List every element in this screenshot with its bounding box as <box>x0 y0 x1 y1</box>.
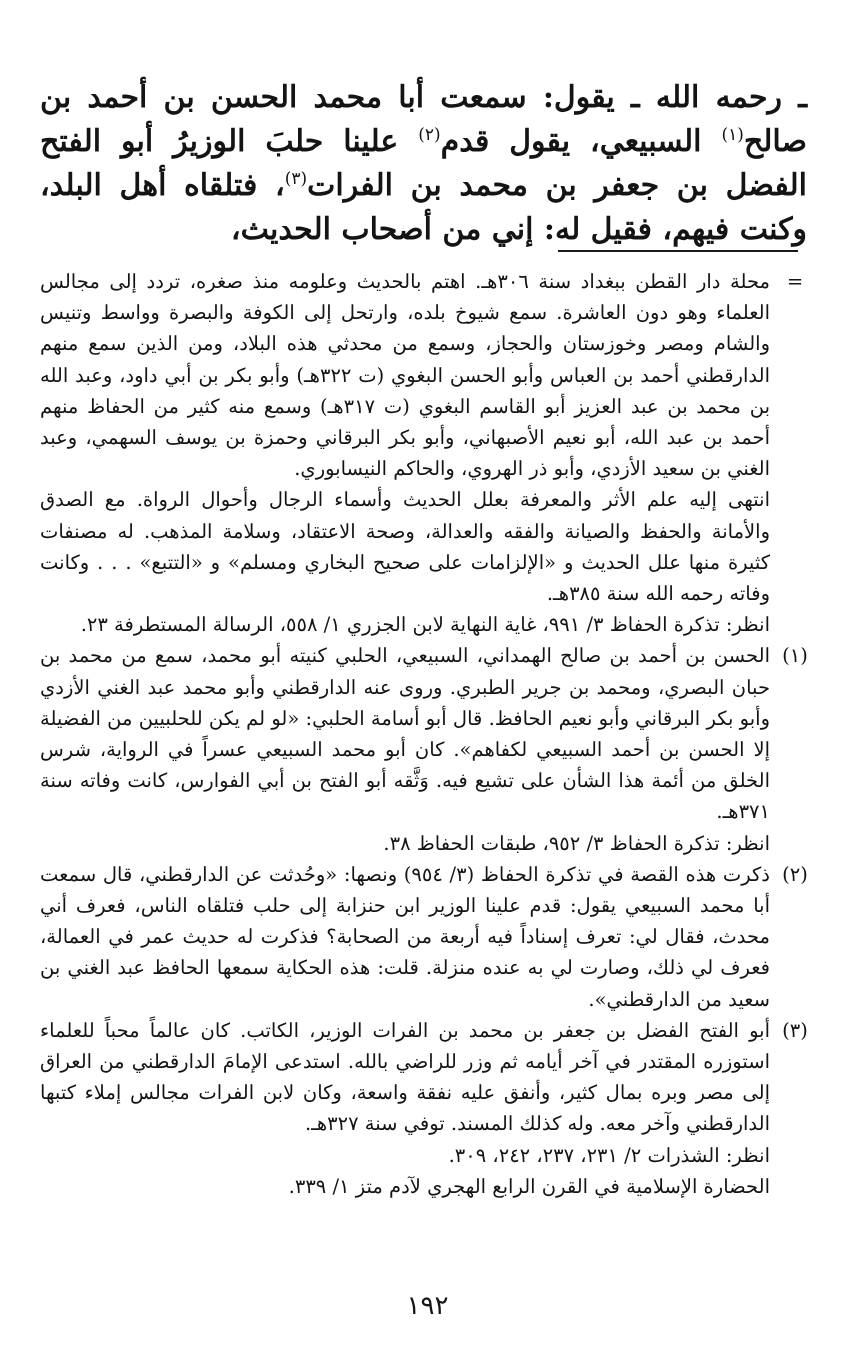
footnote-ref-1[interactable]: (١) <box>721 125 744 145</box>
main-text <box>40 76 807 252</box>
footnote-3 <box>40 1015 807 1202</box>
footnotes <box>40 266 807 1202</box>
footnote-paragraph: انظر: الشذرات ٢/ ٢٣١، ٢٣٧، ٢٤٢، ٣٠٩. <box>448 1143 770 1167</box>
page-number: ١٩٢ <box>406 1291 449 1321</box>
footnote-paragraph: أبو الفتح الفضل بن جعفر بن محمد بن الفرات الوزير، الكاتب. كان عالماً محباً للعلماء استوزره المقتدر في آخر أيامه ثم وزر للراضي بالله. استدعى الإمامَ الدارقطني من العراق إلى مصر وبره بمال كثير، وأنفق عليه نفقة واسعة، وكان لابن الفرات مجالس إملاء كتبها الدارقطني وآخر معه. وله كذلك المسند. توفي سنة ٣٢٧هـ. <box>40 1018 770 1136</box>
main-text-segment: ، فتلقاه أهل البلد، وكنت فيهم، فقيل له: إني من أصحاب الحديث، <box>40 168 807 247</box>
continuation-mark: = <box>786 270 804 293</box>
footnote-continued <box>40 266 807 640</box>
main-text-segment: ـ رحمه الله ـ يقول: سمعت أبا محمد الحسن بن أحمد بن صالح <box>40 80 807 159</box>
main-text-segment: السبيعي، <box>590 124 722 159</box>
footnote-paragraph: ذكرت هذه القصة في تذكرة الحفاظ (٣/ ٩٥٤) ونصها: «وحُدثت عن الدارقطني، قال سمعت أبا محمد السبيعي يقول: قدم علينا الوزير ابن حنزابة إلى حلب فتلقاه الناس، فعرف أني محدث، فقال لي: تعرف إسناداً فيه أربعة من الصحابة؟ فذكرت له حديث عمر في العمالة، فعرف لي ذلك، وصارت لي به عنده منزلة. قلت: هذه الحكاية سمعها الحافظ عبد الغني بن سعيد من الدارقطني». <box>40 862 770 1011</box>
main-text-segment: علينا حلبَ الوزيرُ أبو الفتح الفضل بن جعفر بن محمد بن <box>40 124 807 203</box>
footnote-ref-3[interactable]: (٣) <box>284 169 308 189</box>
footnote-1 <box>40 640 807 858</box>
main-text-segment: الفرات <box>307 168 393 203</box>
footnote-2 <box>40 859 807 1015</box>
footnote-paragraph: انتهى إليه علم الأثر والمعرفة بعلل الحديث وأسماء الرجال وأحوال الرواة. مع الصدق والأمانة والحفظ والصيانة والفقه والعدالة، وصحة الاعتقاد، وسلامة المذهب. له مصنفات كثيرة منها علل الحديث و «الإلزامات على صحيح البخاري ومسلم» و «التتبع» . . . وكانت وفاته رحمه الله سنة ٣٨٥هـ. <box>40 488 770 606</box>
main-text-paragraph <box>40 76 807 252</box>
main-text-segment: يقول قدم <box>440 124 571 159</box>
footnote-marker: (٣) <box>782 1018 808 1042</box>
footnote-paragraph: محلة دار القطن ببغداد سنة ٣٠٦هـ. اهتم بالحديث وعلومه منذ صغره، تردد إلى مجالس العلماء وهو دون العاشرة. سمع شيوخ بلده، وارتحل إلى الكوفة والبصرة وواسط وتنيس والشام ومصر وخوزستان والحجاز، وسمع من محدثي هذه البلاد، ومن الذين سمع منهم الدارقطني أحمد بن العباس وأبو الحسن البغوي (ت ٣٢٢هـ) وأبو بكر بن أبي داود، وعبد الله بن محمد بن عبد العزيز أبو القاسم البغوي (ت ٣١٧هـ) وسمع منه كثير من الحفاظ منهم أحمد بن عبد الله، أبو نعيم الأصبهاني، وأبو بكر البرقاني وحمزة بن يوسف السهمي، وعبد الغني بن سعيد الأزدي، وأبو ذر الهروي، والحاكم النيسابوري. <box>40 270 771 481</box>
footnote-paragraph: انظر: تذكرة الحفاظ ٣/ ٩٩١، غاية النهاية لابن الجزري ١/ ٥٥٨، الرسالة المستطرفة ٢٣. <box>80 613 770 637</box>
footnote-paragraph: الحضارة الإسلامية في القرن الرابع الهجري لآدم متز ١/ ٣٣٩. <box>288 1174 770 1198</box>
footnote-separator <box>558 250 798 252</box>
footnote-paragraph: انظر: تذكرة الحفاظ ٣/ ٩٥٢، طبقات الحفاظ ٣٨. <box>383 831 770 855</box>
footnote-ref-2[interactable]: (٢) <box>418 125 441 145</box>
footnote-marker: (١) <box>782 644 808 668</box>
footnote-paragraph: الحسن بن أحمد بن صالح الهمداني، السبيعي، الحلبي كنيته أبو محمد، سمع من محمد بن حبان البصري، ومحمد بن جرير الطبري. وروى عنه الدارقطني وأبو محمد عبد الغني الأزدي وأبو بكر البرقاني وأبو نعيم الحافظ. قال أبو أسامة الحلبي: «لو لم يكن للحلبيين من الفضيلة إلا الحسن بن أحمد السبيعي لكفاهم». كان أبو محمد السبيعي عسراً في الرواية، شرس الخلق من أئمة هذا الشأن على تشيع فيه. وَثَّقه أبو الفتح بن أبي الفوارس، كانت وفاته سنة ٣٧١هـ. <box>40 644 770 824</box>
footnote-marker: (٢) <box>782 862 808 886</box>
